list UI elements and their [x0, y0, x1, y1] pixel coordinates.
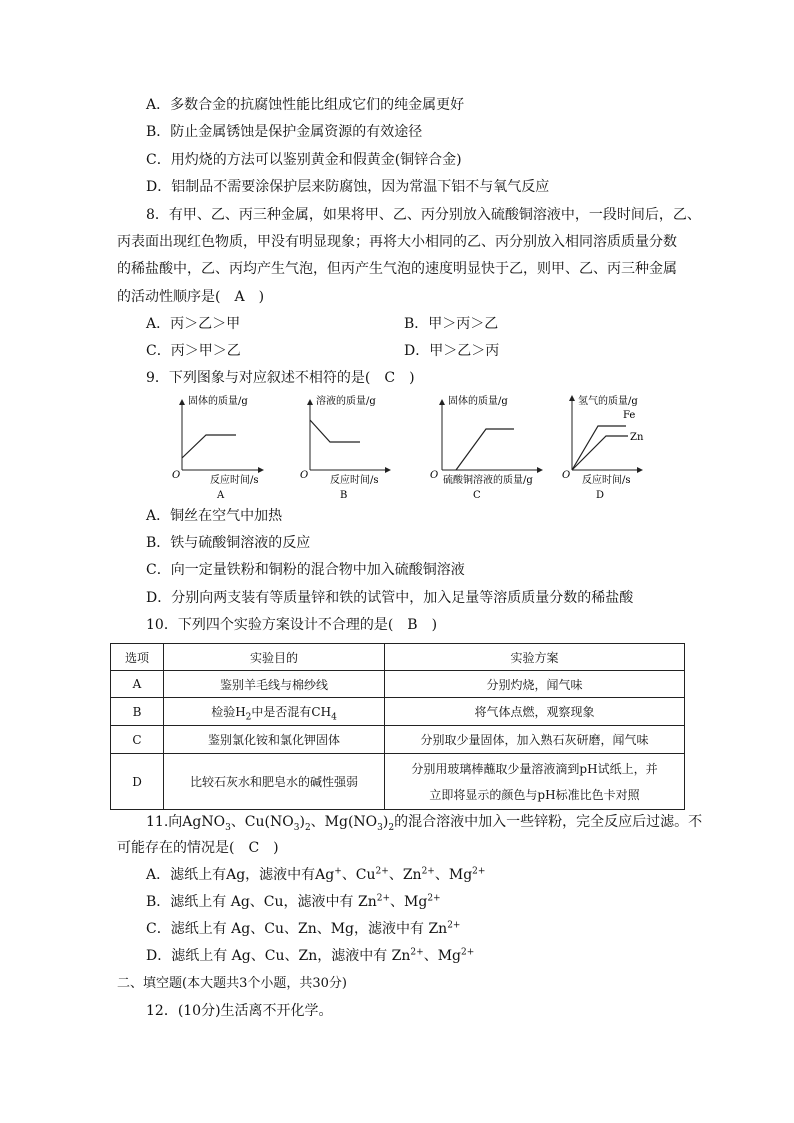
row-b-goal: 检验$H_2$中是否混有$CH_4$ [164, 698, 385, 726]
q8-stem-line1: 8．有甲、乙、丙三种金属，如果将甲、乙、丙分别放入硫酸铜溶液中，一段时间后，乙、 [146, 207, 701, 223]
graph-d-fe-curve [572, 426, 626, 470]
q7-option-a: A．多数合金的抗腐蚀性能比组成它们的纯金属更好 [146, 97, 465, 113]
q8-stem-line2: 丙表面出现红色物质，甲没有明显现象；再将大小相同的乙、丙分别放入相同溶质质量分数 [117, 234, 677, 250]
table-header-goal: 实验目的 [164, 644, 385, 671]
q11-option-b: B．滤纸上有 Ag、Cu，滤液中有 $Zn^{2+}$、$Mg^{2+}$ [146, 893, 441, 910]
q12-stem: 12．(10分)生活离不开化学。 [146, 1003, 333, 1019]
graph-c [430, 394, 542, 501]
q9-option-c: C．向一定量铁粉和铜粉的混合物中加入硫酸铜溶液 [146, 562, 465, 578]
q10-table [110, 643, 685, 810]
table-header-row [111, 644, 685, 671]
graph-a-curve [182, 435, 236, 458]
graph-a-ylabel: 固体的质量/g [188, 396, 248, 407]
table-row [111, 671, 685, 698]
q8-stem-line3: 的稀盐酸中，乙、丙均产生气泡，但丙产生气泡的速度明显快于乙，则甲、乙、丙三种金属 [117, 261, 677, 277]
q9-option-d: D．分别向两支装有等质量锌和铁的试管中，加入足量等溶质质量分数的稀盐酸 [146, 590, 634, 606]
q8-option-d: D．甲＞乙＞丙 [404, 343, 500, 359]
q9-graphs-svg [168, 392, 646, 502]
graph-c-letter: C [473, 490, 481, 501]
graph-d-letter: D [596, 490, 605, 501]
row-d-goal: 比较石灰水和肥皂水的碱性强弱 [164, 754, 385, 810]
graph-d-zn-label: Zn [630, 432, 644, 443]
q8-stem-line4: 的活动性顺序是( A ) [117, 289, 265, 305]
graph-d-xlabel: 反应时间/s [582, 475, 631, 486]
table-header-option: 选项 [111, 644, 164, 671]
q7-option-d: D．铝制品不需要涂保护层来防腐蚀，因为常温下铝不与氧气反应 [146, 179, 550, 195]
row-a-plan: 分别灼烧，闻气味 [385, 671, 685, 698]
graph-d-zn-curve [572, 436, 628, 470]
row-d-option: D [111, 754, 164, 810]
q8-option-c: C．丙＞甲＞乙 [146, 343, 241, 359]
graph-a-origin: O [172, 470, 181, 481]
graph-d-origin: O [562, 470, 571, 481]
graph-d-ylabel: 氢气的质量/g [578, 396, 638, 407]
q9-option-b: B．铁与硫酸铜溶液的反应 [146, 535, 311, 551]
row-b-plan: 将气体点燃，观察现象 [385, 698, 685, 726]
graph-c-curve [456, 429, 514, 470]
row-c-plan: 分别取少量固体，加入熟石灰研磨，闻气味 [385, 726, 685, 754]
graph-d [562, 394, 644, 501]
table-row [111, 726, 685, 754]
q9-option-a: A．铜丝在空气中加热 [146, 508, 283, 524]
q8-option-b: B．甲＞丙＞乙 [404, 316, 499, 332]
graph-d-fe-label: Fe [623, 410, 636, 421]
q11-option-d: D．滤纸上有 Ag、Cu、Zn，滤液中有 $Zn^{2+}$、$Mg^{2+}$ [146, 947, 475, 964]
graph-b-xlabel: 反应时间/s [330, 475, 379, 486]
q7-option-c: C．用灼烧的方法可以鉴别黄金和假黄金(铜锌合金) [146, 152, 462, 168]
row-c-option: C [111, 726, 164, 754]
q9-graphs [168, 392, 646, 502]
graph-b [300, 394, 390, 501]
row-c-goal: 鉴别氯化铵和氯化钾固体 [164, 726, 385, 754]
table-header-plan: 实验方案 [385, 644, 685, 671]
table-row [111, 754, 685, 810]
graph-b-ylabel: 溶液的质量/g [316, 396, 376, 407]
graph-b-origin: O [300, 470, 309, 481]
graph-c-xlabel: 硫酸铜溶液的质量/g [443, 475, 533, 486]
q10-stem: 10．下列四个实验方案设计不合理的是( B ) [146, 617, 438, 633]
q11-option-c: C．滤纸上有 Ag、Cu、Zn、Mg，滤液中有 $Zn^{2+}$ [146, 920, 461, 937]
row-d-plan: 分别用玻璃棒蘸取少量溶液滴到pH试纸上，并 立即将显示的颜色与pH标准比色卡对照 [385, 754, 685, 810]
graph-a-xlabel: 反应时间/s [210, 475, 259, 486]
q9-stem: 9．下列图象与对应叙述不相符的是( C ) [146, 370, 415, 386]
row-b-option: B [111, 698, 164, 726]
graph-c-origin: O [430, 470, 439, 481]
row-a-goal: 鉴别羊毛线与棉纱线 [164, 671, 385, 698]
q8-option-a: A．丙＞乙＞甲 [146, 316, 241, 332]
row-a-option: A [111, 671, 164, 698]
graph-a [172, 394, 263, 501]
section-2-heading: 二、填空题(本大题共3个小题，共30分) [117, 976, 347, 991]
graph-c-ylabel: 固体的质量/g [448, 396, 508, 407]
graph-b-curve [310, 420, 360, 442]
q11-stem-line1: 11.向AgNO$_3$、$Cu(NO_3)_2$、$Mg(NO_3)_2$的混合溶液中加入一些锌粉，完全反应后过滤。不 [146, 814, 703, 833]
q11-stem-line2: 可能存在的情况是( C ) [117, 840, 279, 856]
graph-a-letter: A [217, 490, 225, 501]
q7-option-b: B．防止金属锈蚀是保护金属资源的有效途径 [146, 124, 423, 140]
table-row [111, 698, 685, 726]
graph-b-letter: B [340, 490, 348, 501]
q11-option-a: A．滤纸上有Ag，滤液中有Ag+、$Cu^{2+}$、$Zn^{2+}$、$Mg^{2+}$ [146, 866, 486, 883]
